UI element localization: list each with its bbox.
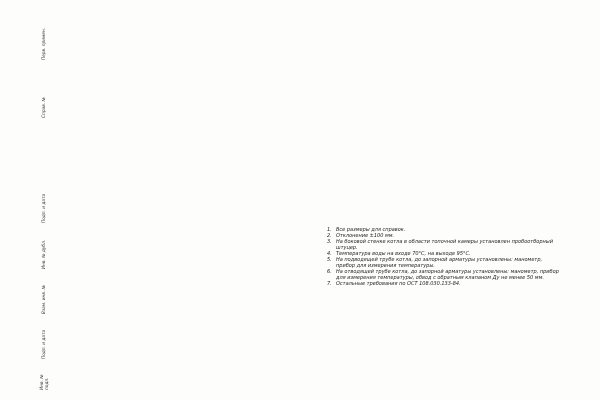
note-text: Остальные требования по ОСТ 108.030.133-84. <box>336 281 461 287</box>
frame-label-perv-primen: Перв. примен. <box>42 27 47 61</box>
note-text: Все размеры для справок. <box>336 227 406 233</box>
note-item <box>327 239 560 251</box>
note-number: 5. <box>327 257 332 263</box>
note-text: На подводящей трубе котла, до запорной арматуры установлены: манометр, прибор для измерения температуры. <box>336 257 543 269</box>
note-text: Отклонение ±100 мм. <box>336 233 395 239</box>
note-number: 2. <box>327 233 332 239</box>
frame-label-vzam-inv: Взам. инв. № <box>42 284 47 315</box>
technical-notes <box>327 227 560 287</box>
note-item <box>327 257 560 269</box>
note-text: Температура воды на входе 70°С, на выходе 95°С. <box>336 251 471 257</box>
note-number: 6. <box>327 269 332 275</box>
note-number: 1. <box>327 227 332 233</box>
frame-label-podp-data-1: Подп. и дата <box>42 193 47 224</box>
note-number: 4. <box>327 251 332 257</box>
frame-label-inv-dubl: Инв. № дубл. <box>42 239 47 270</box>
frame-label-inv-podl: Инв. № подл. <box>39 374 50 390</box>
note-item <box>327 281 560 287</box>
frame-label-podp-data-2: Подп. и дата <box>42 329 47 360</box>
note-item <box>327 269 560 281</box>
frame-label-sprav: Справ. № <box>42 97 47 118</box>
note-number: 3. <box>327 239 332 245</box>
note-text: На боковой стенке котла в области топочной камеры установлен пробоотборный штуцер. <box>336 239 554 251</box>
note-number: 7. <box>327 281 332 287</box>
note-text: На отводящей трубе котла, до запорной арматуры установлены: манометр, прибор для измерения температуры, обвод с обратным клапаном Ду не менее 50 мм. <box>336 269 559 281</box>
